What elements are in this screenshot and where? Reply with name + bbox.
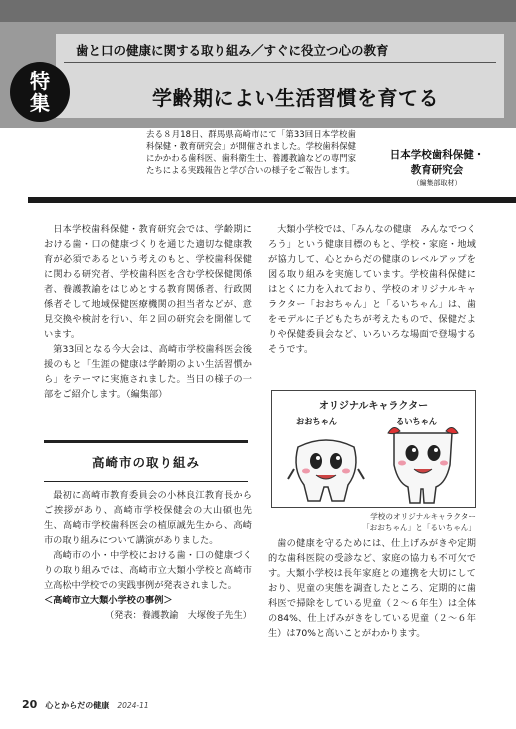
org-subtitle: （編集部取材） [412, 179, 462, 187]
section-paragraph-1: 最初に高崎市教育委員会の小林良江教育長からご挨拶があり、高崎市学校保健会の大山碩也先生、高崎市学校歯科医会の植原誠先生から、高崎市の取り組みについて講演がありました。 [44, 490, 252, 546]
ochan-character-image [286, 429, 366, 505]
section-column [44, 488, 252, 623]
page-number: 20 [22, 698, 38, 711]
header-panel [56, 34, 504, 118]
intro-paragraph-1: 日本学校歯科保健・教育研究会では、学齢期における歯・口の健康づくりを通じた適切な健康教育が必須であるという考えのもと、学校歯科保健に関わる研究者、学校歯科医を含む学校保健関係者、養護教諭をはじめとする教育関係者、行政関係者そして地域保健医療機関の担当者などが、意見交換や検討を行い、年２回の研究会を開催しています。 [44, 224, 252, 340]
header-stripe [0, 0, 516, 22]
right-column-upper [268, 222, 476, 357]
org-line-2: 教育研究会 [410, 164, 464, 176]
page-footer [22, 698, 149, 712]
character-illustration [271, 390, 476, 508]
header-band [0, 0, 516, 128]
feature-badge-char-2: 集 [30, 91, 50, 115]
figure-caption-line-2: 「おおちゃん」と「るいちゃん」 [362, 522, 476, 532]
series-title: 歯と口の健康に関する取り組み／すぐに役立つ心の教育 [76, 43, 389, 58]
organization-name [362, 148, 512, 188]
section-heading-text: 高崎市の取り組み [91, 455, 200, 470]
right-paragraph-2: 歯の健康を守るためには、仕上げみがきや定期的な歯科医院の受診など、家庭の協力も不可欠です。大類小学校は長年家庭との連携を大切にしており、児童の実態を調査したところ、定期的に歯科医で掃除をしている児童（２〜６年生）は全体の84%、仕上げみがきをしている児童（２〜６年生）は70%と高いことがわかります。 [268, 538, 476, 639]
intro-column [44, 222, 252, 402]
figure-caption [271, 512, 476, 533]
feature-badge-char-1: 特 [30, 69, 50, 93]
magazine-name: 心とからだの健康 [45, 701, 110, 710]
ruichan-character-image [380, 425, 466, 505]
org-line-1: 日本学校歯科保健・ [389, 149, 485, 161]
section-paragraph-2: 高崎市の小・中学校における歯・口の健康づくりの取り組みでは、高崎市立大類小学校と高崎市立高松中学校での実践事例が発表されました。 [44, 550, 252, 591]
main-title: 学齢期によい生活習慣を育てる [152, 86, 439, 110]
case-subheading: ＜高崎市立大類小学校の事例＞ [44, 595, 173, 606]
feature-badge [10, 62, 70, 122]
figure-title: オリジナルキャラクター [318, 401, 429, 412]
section-heading [44, 440, 248, 482]
character-name-right: るいちゃん [396, 416, 437, 426]
article-divider [28, 197, 516, 203]
character-name-left: おおちゃん [296, 416, 337, 426]
figure-caption-line-1: 学校のオリジナルキャラクター [370, 512, 476, 521]
issue-date: 2024-11 [117, 701, 149, 710]
right-column-lower [268, 536, 476, 641]
presenter-credit: （発表：養護教諭 大塚俊子先生） [105, 610, 252, 621]
intro-paragraph-2: 第33回となる今大会は、高崎市学校歯科医会後援のもと「生涯の健康は学齢期のよい生活習慣から」をテーマに実施されました。当日の様子の一部をご紹介します。（編集部） [44, 344, 252, 400]
header-rule [64, 62, 496, 63]
lead-text: 去る８月18日、群馬県高崎市にて「第33回日本学校歯科保健・教育研究会」が開催されました。学校歯科保健にかかわる歯科医、歯科衛生士、養護教諭などの専門家たちによる実践報告と学び合いの様子をご報告します。 [146, 129, 356, 175]
right-paragraph-1: 大類小学校では、「みんなの健康 みんなでつくろう」という健康目標のもと、学校・家庭・地域が協力して、心とからだの健康のレベルアップを図る取り組みを実施しています。学校歯科保健にはとくに力を入れており、学校のオリジナルキャラクター「おおちゃん」と「るいちゃん」は、歯をモデルに子どもたちが考えたもので、保健だよりや保健委員会など、いろいろな場面で登場するそうです。 [268, 224, 476, 355]
